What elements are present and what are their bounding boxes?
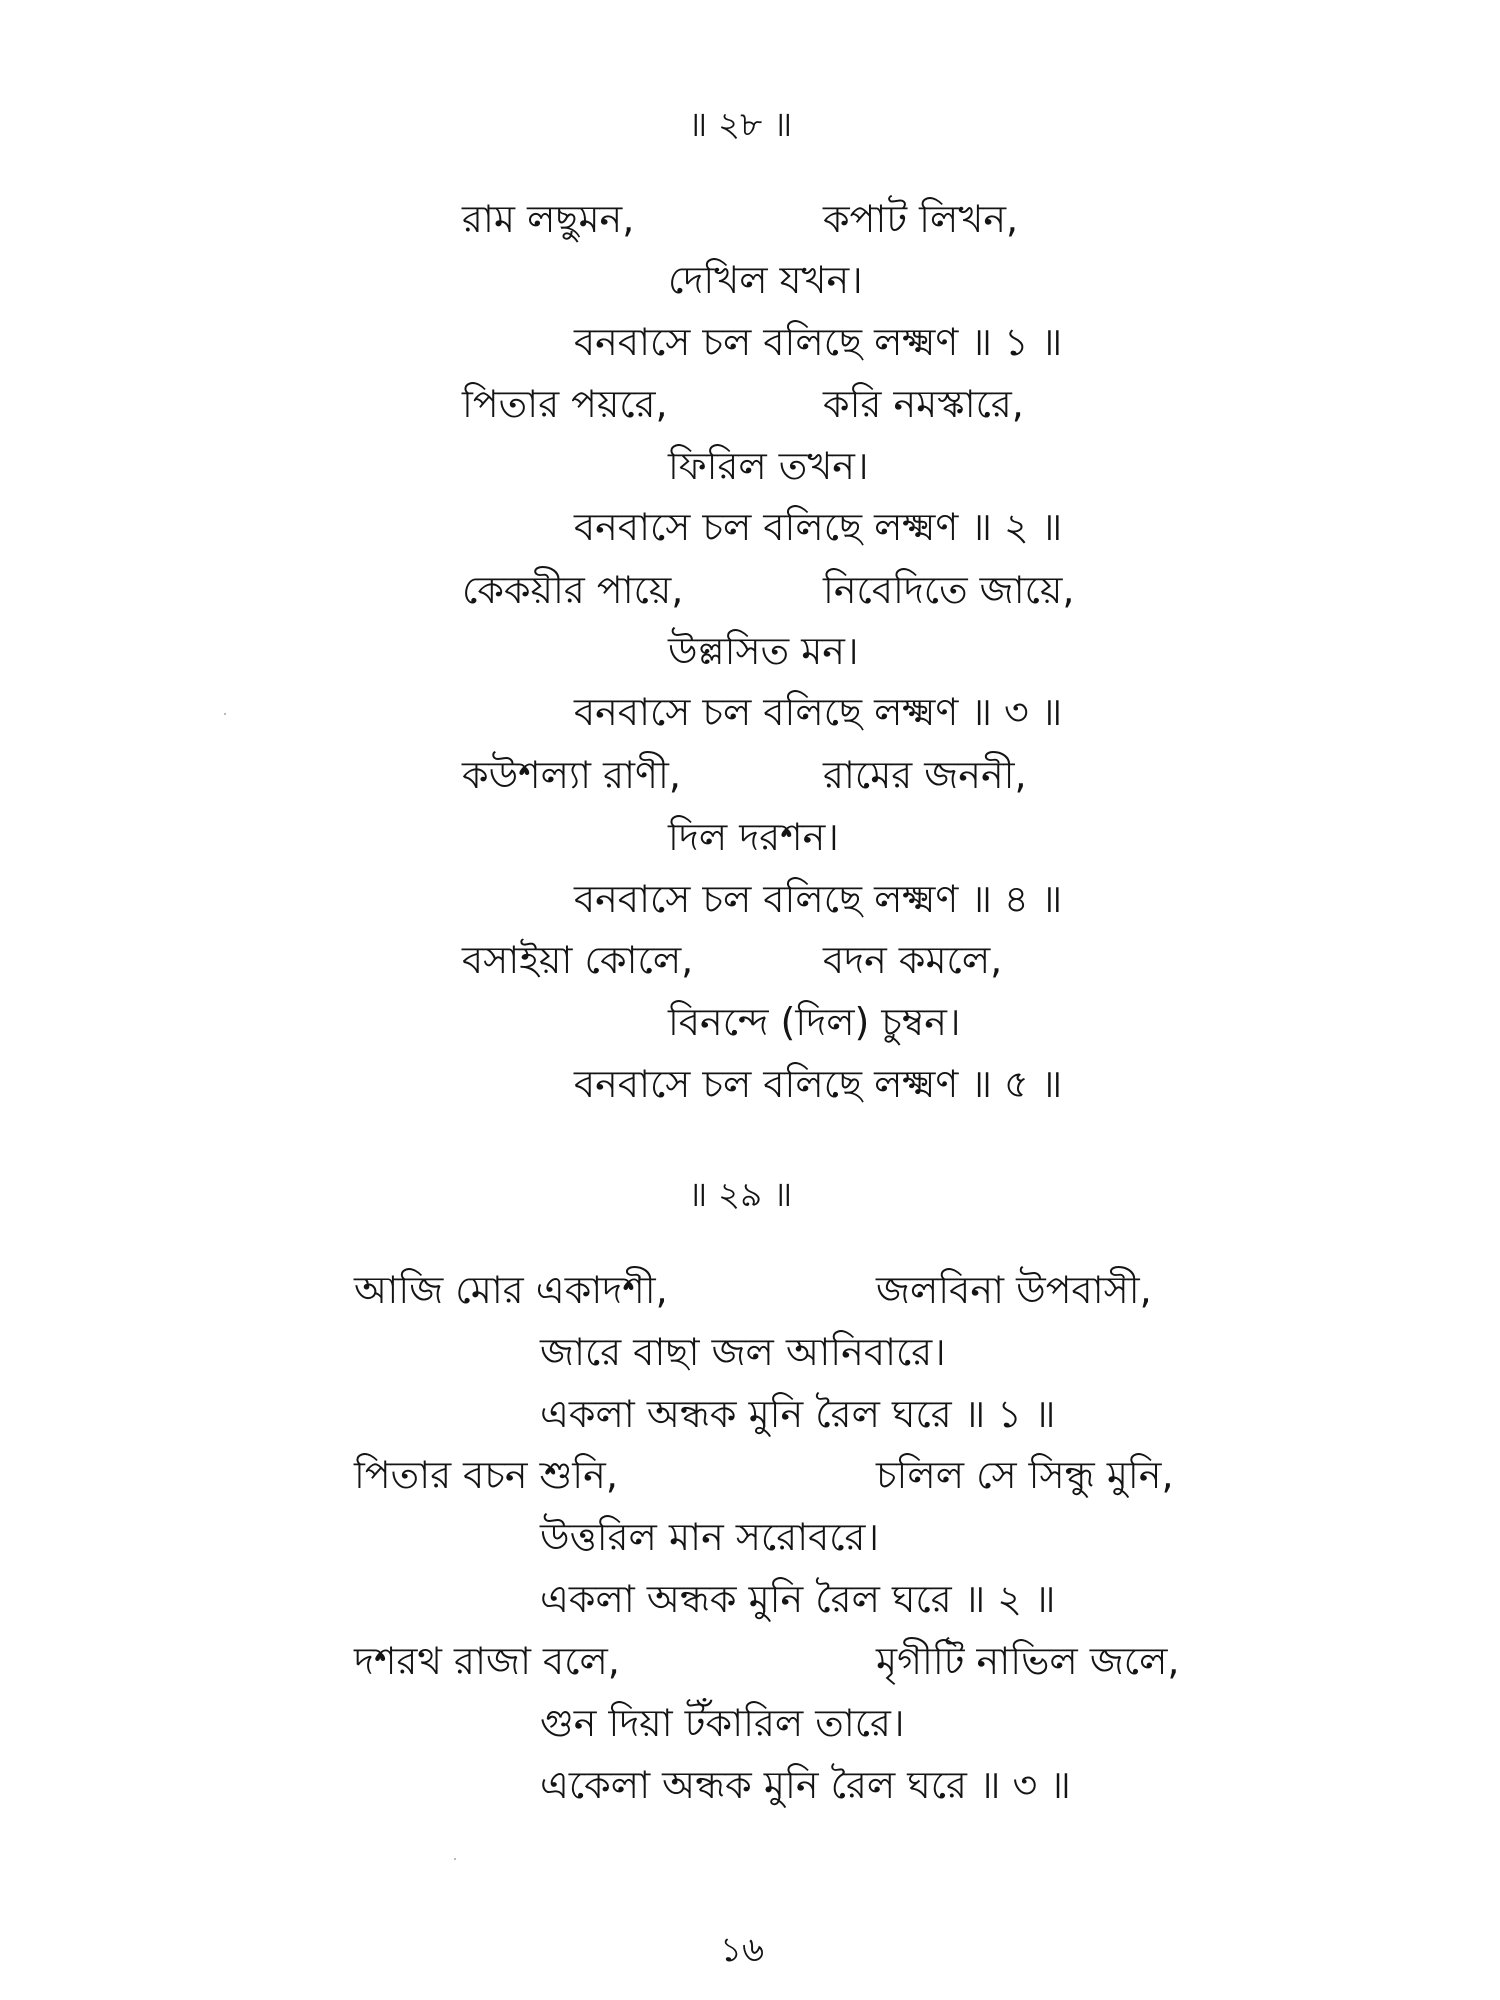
song-28-verse-2-left: পিতার পয়রে, — [462, 382, 668, 426]
song-29-verse-1-right: জলবিনা উপবাসী, — [876, 1268, 1152, 1312]
song-29-verse-2-left: পিতার বচন শুনি, — [354, 1453, 618, 1497]
song-29-verse-1-refrain: একলা অন্ধক মুনি রৈল ঘরে ॥ ১ ॥ — [540, 1392, 1056, 1436]
song-28-verse-5-middle: বিনন্দে (দিল) চুম্বন। — [668, 1000, 961, 1044]
song-28-verse-1-refrain: বনবাসে চল বলিছে লক্ষ্মণ ॥ ১ ॥ — [574, 320, 1063, 364]
song-29-verse-3-middle: গুন দিয়া টঁকারিল তারে। — [540, 1701, 905, 1745]
song-28-verse-3-refrain: বনবাসে চল বলিছে লক্ষ্মণ ॥ ৩ ॥ — [574, 690, 1063, 734]
song-28-verse-5-refrain: বনবাসে চল বলিছে লক্ষ্মণ ॥ ৫ ॥ — [574, 1062, 1063, 1106]
song-28-verse-1-right: কপাট লিখন, — [823, 197, 1019, 241]
song-28-verse-5-right: বদন কমলে, — [823, 938, 1003, 982]
song-28-heading: ॥ ২৮ ॥ — [688, 105, 793, 145]
song-29-verse-2-middle: উত্তরিল মান সরোবরে। — [540, 1515, 880, 1559]
song-28-verse-2-middle: ফিরিল তখন। — [668, 444, 869, 488]
song-28-verse-3-middle: উল্লসিত মন। — [668, 629, 859, 673]
song-28-verse-2-refrain: বনবাসে চল বলিছে লক্ষ্মণ ॥ ২ ॥ — [574, 505, 1063, 549]
song-29-verse-2-refrain: একলা অন্ধক মুনি রৈল ঘরে ॥ ২ ॥ — [540, 1577, 1056, 1621]
song-28-verse-3-left: কেকয়ীর পায়ে, — [462, 568, 684, 612]
scan-speck — [224, 713, 226, 715]
page-number: ১৬ — [720, 1930, 765, 1970]
song-28-verse-4-middle: দিল দরশন। — [668, 815, 839, 859]
song-29-verse-3-refrain: একেলা অন্ধক মুনি রৈল ঘরে ॥ ৩ ॥ — [540, 1763, 1071, 1807]
song-29-verse-3-left: দশরথ রাজা বলে, — [354, 1639, 620, 1683]
song-29-verse-1-left: আজি মোর একাদশী, — [354, 1268, 668, 1312]
song-28-verse-2-right: করি নমস্কারে, — [823, 382, 1024, 426]
song-28-verse-4-left: কউশল্যা রাণী, — [462, 753, 681, 797]
song-28-verse-5-left: বসাইয়া কোলে, — [462, 938, 694, 982]
song-29-verse-2-right: চলিল সে সিন্ধু মুনি, — [876, 1453, 1174, 1497]
song-28-verse-1-left: রাম লছুমন, — [462, 197, 635, 241]
song-28-verse-3-right: নিবেদিতে জায়ে, — [823, 568, 1075, 612]
scan-speck — [454, 1858, 456, 1860]
song-28-verse-4-refrain: বনবাসে চল বলিছে লক্ষ্মণ ॥ ৪ ॥ — [574, 877, 1063, 921]
song-29-verse-1-middle: জারে বাছা জল আনিবারে। — [540, 1330, 946, 1374]
song-29-heading: ॥ ২৯ ॥ — [688, 1175, 793, 1215]
song-28-verse-1-middle: দেখিল যখন। — [668, 258, 863, 302]
song-28-verse-4-right: রামের জননী, — [823, 753, 1027, 797]
song-29-verse-3-right: মৃগীটি নাভিল জলে, — [876, 1639, 1180, 1683]
